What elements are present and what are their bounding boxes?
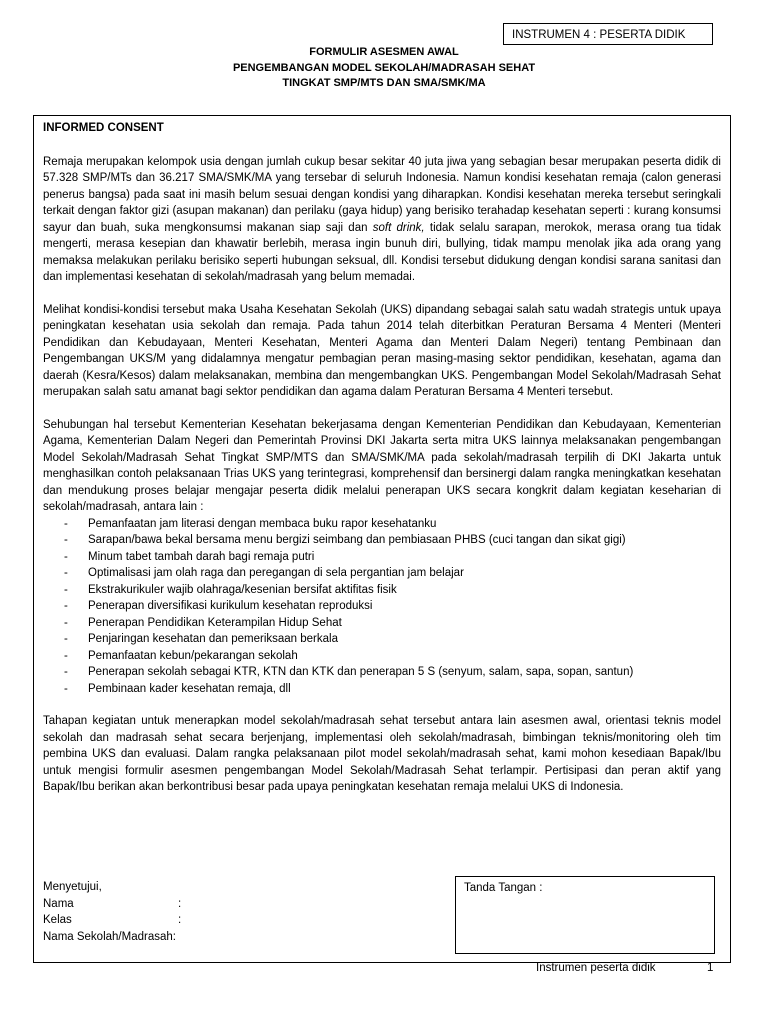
title-line-2: PENGEMBANGAN MODEL SEKOLAH/MADRASAH SEHAT [232, 61, 536, 74]
paragraph-4: Tahapan kegiatan untuk menerapkan model sekolah/madrasah sehat tersebut antara lain asesmen awal, orientasi teknis model sekolah dan madrasah sehat secara berjenjang, implementasi oleh sekolah/madrasah, bimbingan teknis/monitoring oleh tim pembina UKS dan evaluasi. Dalam rangka pelaksanaan pilot model sekolah/madrasah sehat, kami mohon kesediaan Bapak/Ibu untuk mengisi formulir asesmen pengembangan Model Sekolah/Madrasah Sehat terlampir. Pertisipasi dan peran aktif yang Bapak/Ibu berikan akan berkontribusi besar pada upaya peningkatan kesehatan remaja melalui UKS di Indonesia. [43, 715, 721, 793]
list-item: - Minum tabet tambah darah bagi remaja putri [43, 549, 721, 566]
list-item: - Penerapan Pendidikan Keterampilan Hidup Sehat [43, 615, 721, 632]
list-item: - Pemanfaatan kebun/pekarangan sekolah [43, 648, 721, 665]
paragraph-1-italic: soft drink, [372, 221, 425, 234]
page-number: 1 [707, 962, 714, 974]
list-item: - Sarapan/bawa bekal bersama menu bergizi seimbang dan pembiasaan PHBS (cuci tangan dan sikat gigi) [43, 532, 721, 549]
list-item: - Penerapan diversifikasi kurikulum kesehatan reproduksi [43, 598, 721, 615]
list-item: - Penerapan sekolah sebagai KTR, KTN dan KTK dan penerapan 5 S (senyum, salam, sapa, sopan, santun) [43, 664, 721, 681]
consent-content [43, 120, 721, 812]
instrument-label-box [503, 23, 713, 45]
paragraph-1-part-b: tidak selalu sarapan, merokok, merasa orang tua tidak mengerti, merasa kesepian dan khawatir berlebih, merasa ingin bunuh diri, bullying, tidak mampu menolak jika ada orang yang memaksa melakukan perilaku berisiko seperti hubungan seksual, dll. Kondisi tersebut didukung dengan kondisi sarana sanitasi dan dan implementasi kesehatan di sekolah/madrasah yang belum memadai. [43, 221, 721, 283]
title-line-1: FORMULIR ASESMEN AWAL [309, 46, 459, 58]
instrument-label: INSTRUMEN 4 : PESERTA DIDIK [512, 29, 686, 41]
list-item: - Pemanfaatan jam literasi dengan membaca buku rapor kesehatanku [43, 516, 721, 533]
footer-doc-label: Instrumen peserta didik [536, 962, 656, 974]
agree-label: Menyetujui, [43, 881, 102, 893]
title-line-3: TINGKAT SMP/MTS DAN SMA/SMK/MA [282, 77, 486, 89]
school-label: Nama Sekolah/Madrasah: [43, 930, 176, 943]
paragraph-1 [43, 154, 721, 286]
signature-fields [43, 879, 182, 945]
consent-heading: INFORMED CONSENT [43, 122, 164, 134]
name-label: Nama [43, 897, 74, 910]
list-item: - Optimalisasi jam olah raga dan peregangan di sela pergantian jam belajar [43, 565, 721, 582]
form-title-block [0, 45, 768, 92]
class-label: Kelas [43, 914, 72, 926]
paragraph-2: Melihat kondisi-kondisi tersebut maka Usaha Kesehatan Sekolah (UKS) dipandang sebagai salah satu wadah strategis untuk upaya peningkatan kesehatan usia sekolah dan remaja. Pada tahun 2014 telah diterbitkan Peraturan Bersama 4 Menteri (Menteri Pendidikan dan Kebudayaan, Menteri Kesehatan, Menteri Agama dan Menteri Dalam Negeri) tentang Pembinaan dan Pengembangan UKS/M yang didalamnya mengatur pembagian peran masing-masing sektor pendidikan, kesehatan, agama dan daerah (Kesra/Kesos) dalam melaksanakan, membina dan mengembangkan UKS. Pengembangan Model Sekolah/Madrasah Sehat merupakan salah satu amanat bagi sektor pendidikan dan agama dalam Peraturan Bersama 4 Menteri tersebut. [43, 303, 721, 398]
paragraph-3: Sehubungan hal tersebut Kementerian Kesehatan bekerjasama dengan Kementerian Pendidikan dan Kebudayaan, Kementerian Agama, Kementerian Dalam Negeri dan Pemerintah Provinsi DKI Jakarta serta mitra UKS lainnya melaksanakan pengembangan Model Sekolah/Madrasah Sehat Tingkat SMP/MTS dan SMA/SMK/MA pada sekolah/madrasah terpilih di DKI Jakarta untuk menghasilkan contoh pelaksanaan Trias UKS yang terintegrasi, komprehensif dan bersinergi dalam rangka meningkatkan kesehatan dan mendukung proses belajar mengajar peserta didik melalui penerapan UKS secara kongkrit dalam kegiatan keseharian di sekolah/madrasah, antara lain : [43, 418, 721, 513]
class-colon: : [178, 914, 182, 926]
name-colon: : [178, 897, 182, 910]
list-item: - Ekstrakurikuler wajib olahraga/kesenian bersifat aktifitas fisik [43, 582, 721, 599]
list-item: - Penjaringan kesehatan dan pemeriksaan berkala [43, 631, 721, 648]
signature-label: Tanda Tangan : [464, 882, 543, 894]
school-field[interactable] [43, 929, 176, 946]
class-field[interactable] [43, 912, 182, 929]
activity-list [43, 516, 721, 698]
list-item: - Pembinaan kader kesehatan remaja, dll [43, 681, 721, 698]
signature-box[interactable] [455, 876, 715, 954]
paragraph-1-part-a: Remaja merupakan kelompok usia dengan jumlah cukup besar sekitar 40 juta jiwa yang sebagian besar merupakan peserta didik di 57.328 SMP/MTs dan 36.217 SMA/SMK/MA yang tersebar di seluruh Indonesia. Namun kondisi kesehatan remaja (calon generasi penerus bangsa) pada saat ini masih belum sesuai dengan kondisi yang diharapkan. Kondisi kesehatan mereka tersebut seringkali terkait dengan faktor gizi (asupan makanan) dan perilaku (gaya hidup) yang berisiko terahadap kesehatan seperti : kurang konsumsi sayur dan buah, suka mengkonsumsi makanan siap saji dan [43, 155, 721, 234]
name-field[interactable] [43, 896, 182, 913]
